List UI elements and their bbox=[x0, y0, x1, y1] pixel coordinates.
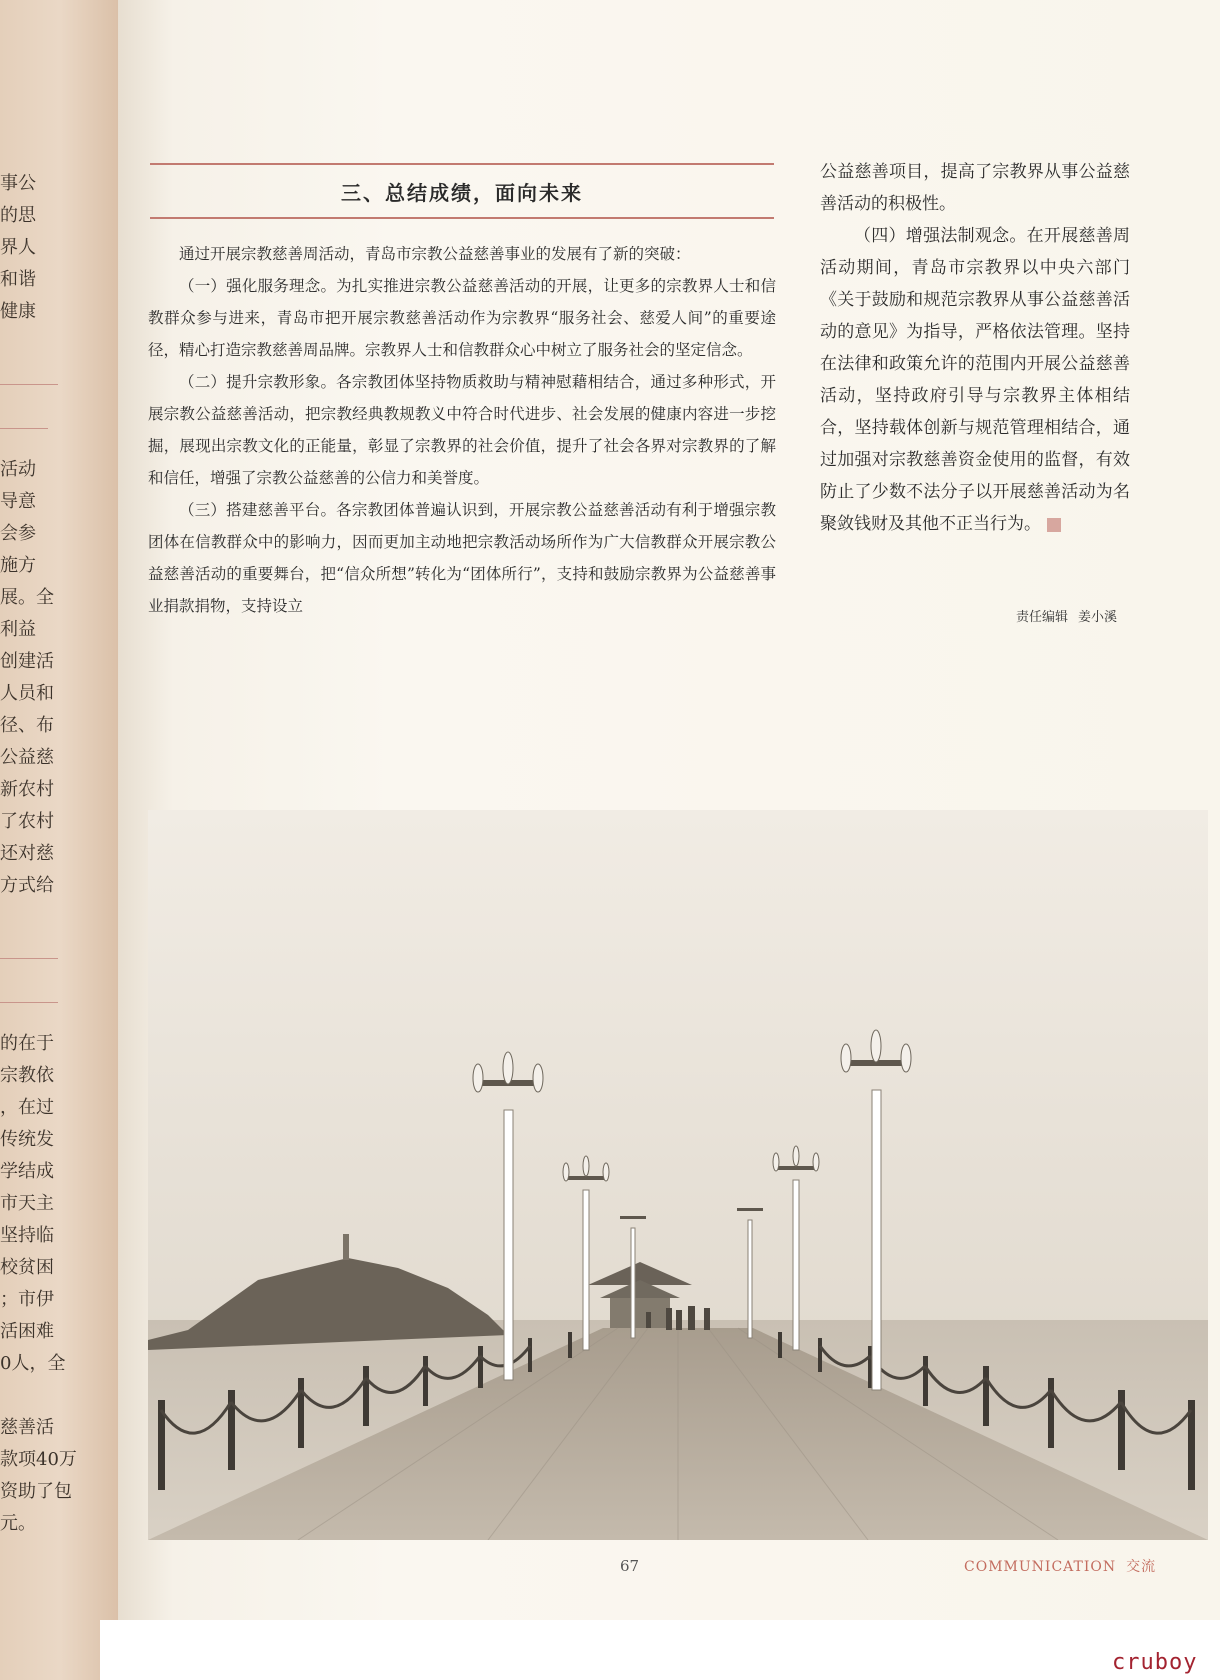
fragment-line: 展。全 bbox=[0, 587, 54, 608]
editor-name: 姜小溪 bbox=[1078, 610, 1118, 625]
fragment-line: ，在过 bbox=[0, 1097, 54, 1118]
fragment-divider bbox=[0, 958, 58, 959]
fragment-line: 宗教依 bbox=[0, 1065, 54, 1086]
fragment-line: 还对慈 bbox=[0, 843, 54, 864]
paragraph-platform: （三）搭建慈善平台。各宗教团体普遍认识到，开展宗教公益慈善活动有利于增强宗教团体在信教群众中的影响力，因而更加主动地把宗教活动场所作为广大信教群众开展宗教公益慈善活动的重要舞台，把“信众所想”转化为“团体所行”，支持和鼓励宗教界为公益慈善事业捐款捐物，支持设立 bbox=[148, 501, 776, 615]
pier-photo-illustration bbox=[148, 810, 1208, 1540]
fragment-line: ；市伊 bbox=[0, 1289, 54, 1310]
fragment-line: 活困难 bbox=[0, 1321, 54, 1342]
editor-label: 责任编辑 bbox=[1016, 610, 1069, 625]
paragraph-image: （二）提升宗教形象。各宗教团体坚持物质救助与精神慰藉相结合，通过多种形式，开展宗教公益慈善活动，把宗教经典教规教义中符合时代进步、社会发展的健康内容进一步挖掘，展现出宗教文化的正能量，彰显了宗教界的社会价值，提升了社会各界对宗教界的了解和信任，增强了宗教公益慈善的公信力和美誉度。 bbox=[148, 373, 776, 487]
fragment-line: 活动 bbox=[0, 459, 36, 480]
scan-watermark: cruboy bbox=[1112, 1650, 1198, 1675]
fragment-line: 的在于 bbox=[0, 1033, 54, 1054]
fragment-line: 和谐 bbox=[0, 269, 36, 290]
fragment-line: 创建活 bbox=[0, 651, 54, 672]
fragment-line: 方式给 bbox=[0, 875, 54, 896]
fragment-line: 坚持临 bbox=[0, 1225, 54, 1246]
fragment-line: 径、布 bbox=[0, 715, 54, 736]
magazine-name bbox=[964, 1556, 1156, 1576]
fragment-line: 传统发 bbox=[0, 1129, 54, 1150]
fragment-divider bbox=[0, 384, 58, 385]
fragment-line: 新农村 bbox=[0, 779, 54, 800]
paragraph-law bbox=[820, 220, 1130, 540]
fragment-line: 元。 bbox=[0, 1513, 36, 1534]
fragment-line: 导意 bbox=[0, 491, 36, 512]
fragment-line: 公益慈 bbox=[0, 747, 54, 768]
fragment-line: 界人 bbox=[0, 237, 36, 258]
pier-photo bbox=[148, 810, 1208, 1540]
fragment-divider bbox=[0, 428, 48, 429]
fragment-line: 市天主 bbox=[0, 1193, 54, 1214]
fragment-divider bbox=[0, 1002, 58, 1003]
article-right-column bbox=[820, 156, 1130, 540]
previous-page-fragment-4 bbox=[0, 1412, 77, 1540]
fragment-line: 施方 bbox=[0, 555, 36, 576]
page-number: 67 bbox=[620, 1557, 640, 1575]
fragment-line: 利益 bbox=[0, 619, 36, 640]
previous-page-fragment-2 bbox=[0, 454, 72, 902]
paragraph-law-text: （四）增强法制观念。在开展慈善周活动期间，青岛市宗教界以中央六部门《关于鼓励和规范宗教界从事公益慈善活动的意见》为指导，严格依法管理。坚持在法律和政策允许的范围内开展公益慈善活动，坚持政府引导与宗教界主体相结合，坚持载体创新与规范管理相结合，通过加强对宗教慈善资金使用的监督，有效防止了少数不法分子以开展慈善活动为名聚敛钱财及其他不正当行为。 bbox=[820, 226, 1130, 534]
article-body bbox=[148, 238, 776, 622]
paragraph-intro: 通过开展宗教慈善周活动，青岛市宗教公益慈善事业的发展有了新的突破： bbox=[179, 245, 691, 263]
fragment-line: 了农村 bbox=[0, 811, 54, 832]
section-heading: 三、总结成绩，面向未来 bbox=[341, 181, 583, 205]
editor-credit bbox=[1016, 606, 1117, 625]
fragment-line: 资助了包 bbox=[0, 1481, 72, 1502]
fragment-line: 事公 bbox=[0, 173, 36, 194]
fragment-line: 会参 bbox=[0, 523, 36, 544]
fragment-line: 慈善活 bbox=[0, 1417, 54, 1438]
end-mark-icon bbox=[1047, 518, 1061, 532]
heading-rule-bottom bbox=[150, 217, 774, 219]
fragment-line: 健康 bbox=[0, 301, 36, 322]
magazine-name-en: COMMUNICATION bbox=[964, 1559, 1117, 1575]
paragraph-continuation: 公益慈善项目，提高了宗教界从事公益慈善活动的积极性。 bbox=[820, 162, 1130, 214]
previous-page-fragment-3 bbox=[0, 1028, 72, 1380]
magazine-name-cn: 交流 bbox=[1126, 1559, 1157, 1575]
fragment-line: 人员和 bbox=[0, 683, 54, 704]
fragment-line: 的思 bbox=[0, 205, 36, 226]
heading-rule-top bbox=[150, 163, 774, 165]
fragment-line: 校贫困 bbox=[0, 1257, 54, 1278]
fragment-line: 学结成 bbox=[0, 1161, 54, 1182]
previous-page-fragment-1 bbox=[0, 168, 72, 328]
fragment-line: 0人，全 bbox=[0, 1353, 66, 1374]
fragment-line: 款项40万 bbox=[0, 1449, 77, 1470]
paragraph-service: （一）强化服务理念。为扎实推进宗教公益慈善活动的开展，让更多的宗教界人士和信教群众参与进来，青岛市把开展宗教慈善活动作为宗教界“服务社会、慈爱人间”的重要途径，精心打造宗教慈善周品牌。宗教界人士和信教群众心中树立了服务社会的坚定信念。 bbox=[148, 277, 776, 359]
page-bottom-edge bbox=[100, 1620, 1220, 1680]
